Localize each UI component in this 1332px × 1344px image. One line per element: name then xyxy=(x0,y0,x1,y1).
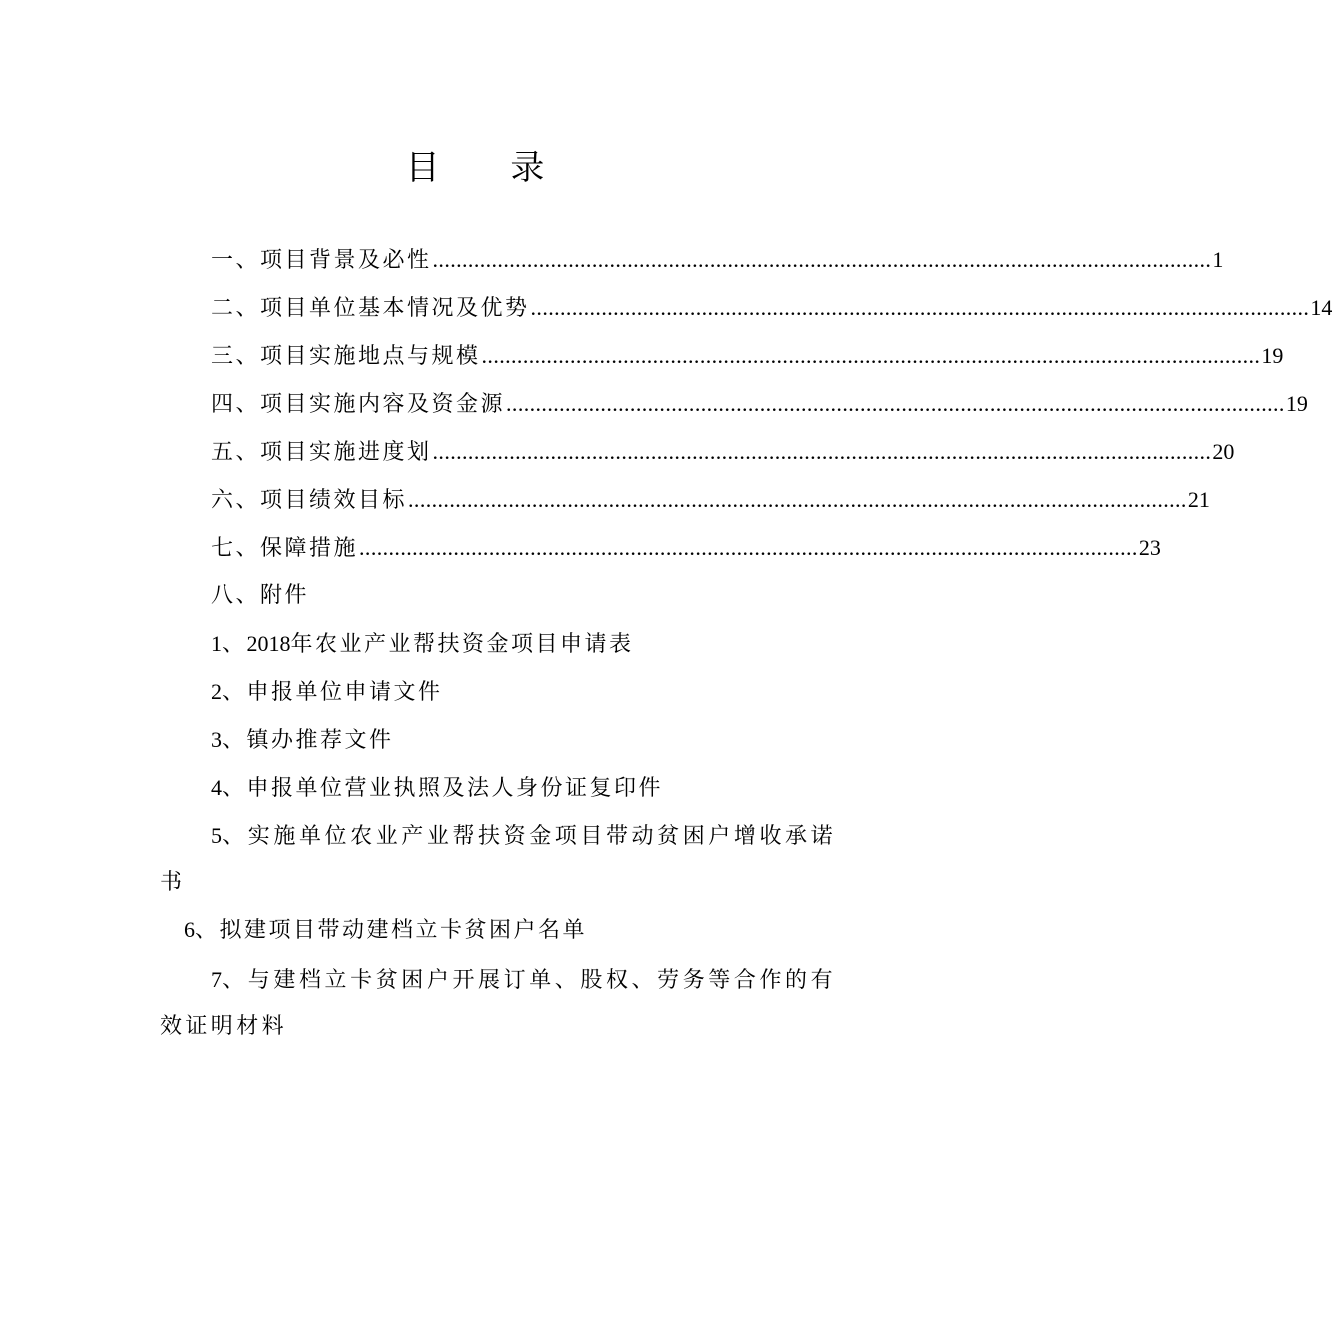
attachment-number: 3 xyxy=(211,727,222,752)
toc-entry-label: 五、项目实施进度划 xyxy=(211,440,432,465)
attachment-item xyxy=(211,670,443,715)
attachment-separator: 、 xyxy=(222,728,247,753)
attachment-year: 2018 xyxy=(246,631,291,656)
attachment-text: 实施单位农业产业帮扶资金项目带动贫困户增收承诺书 xyxy=(160,824,837,895)
attachment-item xyxy=(211,718,394,763)
toc-dot-leader: .................................................................................................................................... xyxy=(432,439,1212,464)
toc-entry[interactable] xyxy=(211,526,1161,570)
attachment-item xyxy=(211,622,634,667)
attachments-heading: 八、附件 xyxy=(211,583,310,608)
page-title: 目 录 xyxy=(405,148,575,188)
toc-entry-label: 六、项目绩效目标 xyxy=(211,488,408,513)
toc-entry[interactable] xyxy=(211,286,1332,330)
toc-dot-leader: .................................................................................................................................... xyxy=(432,247,1212,272)
toc-entry-page: 19 xyxy=(1285,391,1308,416)
attachment-number: 1 xyxy=(211,631,222,656)
toc-entry[interactable] xyxy=(211,334,1284,378)
attachment-separator: 、 xyxy=(222,968,248,993)
attachment-number: 6 xyxy=(184,917,195,942)
toc-entry[interactable] xyxy=(211,382,1308,426)
toc-entry-label: 一、项目背景及必性 xyxy=(211,248,432,273)
toc-entry-page: 1 xyxy=(1212,247,1224,272)
attachment-item xyxy=(160,813,836,906)
attachment-separator: 、 xyxy=(222,824,248,849)
attachment-text: 申报单位申请文件 xyxy=(246,680,443,705)
attachment-number: 2 xyxy=(211,679,222,704)
toc-dot-leader: .................................................................................................................................... xyxy=(481,343,1261,368)
attachment-number: 4 xyxy=(211,775,222,800)
attachment-text: 拟建项目带动建档立卡贫困户名单 xyxy=(219,918,588,943)
toc-entry-page: 21 xyxy=(1187,487,1210,512)
toc-dot-leader: .................................................................................................................................... xyxy=(408,487,1187,512)
toc-dot-leader: .................................................................................................................................... xyxy=(359,535,1138,560)
toc-dot-leader: .................................................................................................................................... xyxy=(506,391,1285,416)
toc-entry-label: 四、项目实施内容及资金源 xyxy=(211,392,506,417)
attachment-separator: 、 xyxy=(222,680,247,705)
attachment-separator: 、 xyxy=(195,918,220,943)
toc-entry[interactable] xyxy=(211,430,1235,474)
attachment-text: 与建档立卡贫困户开展订单、股权、劳务等合作的有效证明材料 xyxy=(160,968,837,1039)
attachment-text: 年农业产业帮扶资金项目申请表 xyxy=(290,632,634,657)
toc-entry[interactable] xyxy=(211,238,1224,282)
attachment-separator: 、 xyxy=(222,632,247,657)
toc-entry-label: 三、项目实施地点与规模 xyxy=(211,344,481,369)
attachment-number: 5 xyxy=(211,823,222,848)
attachment-item xyxy=(160,957,836,1050)
attachment-separator: 、 xyxy=(222,776,247,801)
toc-entry-label: 二、项目单位基本情况及优势 xyxy=(211,296,530,321)
toc-entry-label: 七、保障措施 xyxy=(211,536,359,561)
toc-dot-leader: .................................................................................................................................... xyxy=(530,295,1310,320)
attachment-text: 镇办推荐文件 xyxy=(246,728,394,753)
attachment-item xyxy=(184,908,587,953)
toc-entry-page: 23 xyxy=(1138,535,1161,560)
toc-entry-page: 14 xyxy=(1310,295,1332,320)
attachment-item xyxy=(211,766,663,811)
toc-entry-page: 20 xyxy=(1212,439,1235,464)
attachment-text: 申报单位营业执照及法人身份证复印件 xyxy=(246,776,664,801)
toc-entry-page: 19 xyxy=(1261,343,1284,368)
toc-entry[interactable] xyxy=(211,478,1210,522)
attachment-number: 7 xyxy=(211,967,222,992)
